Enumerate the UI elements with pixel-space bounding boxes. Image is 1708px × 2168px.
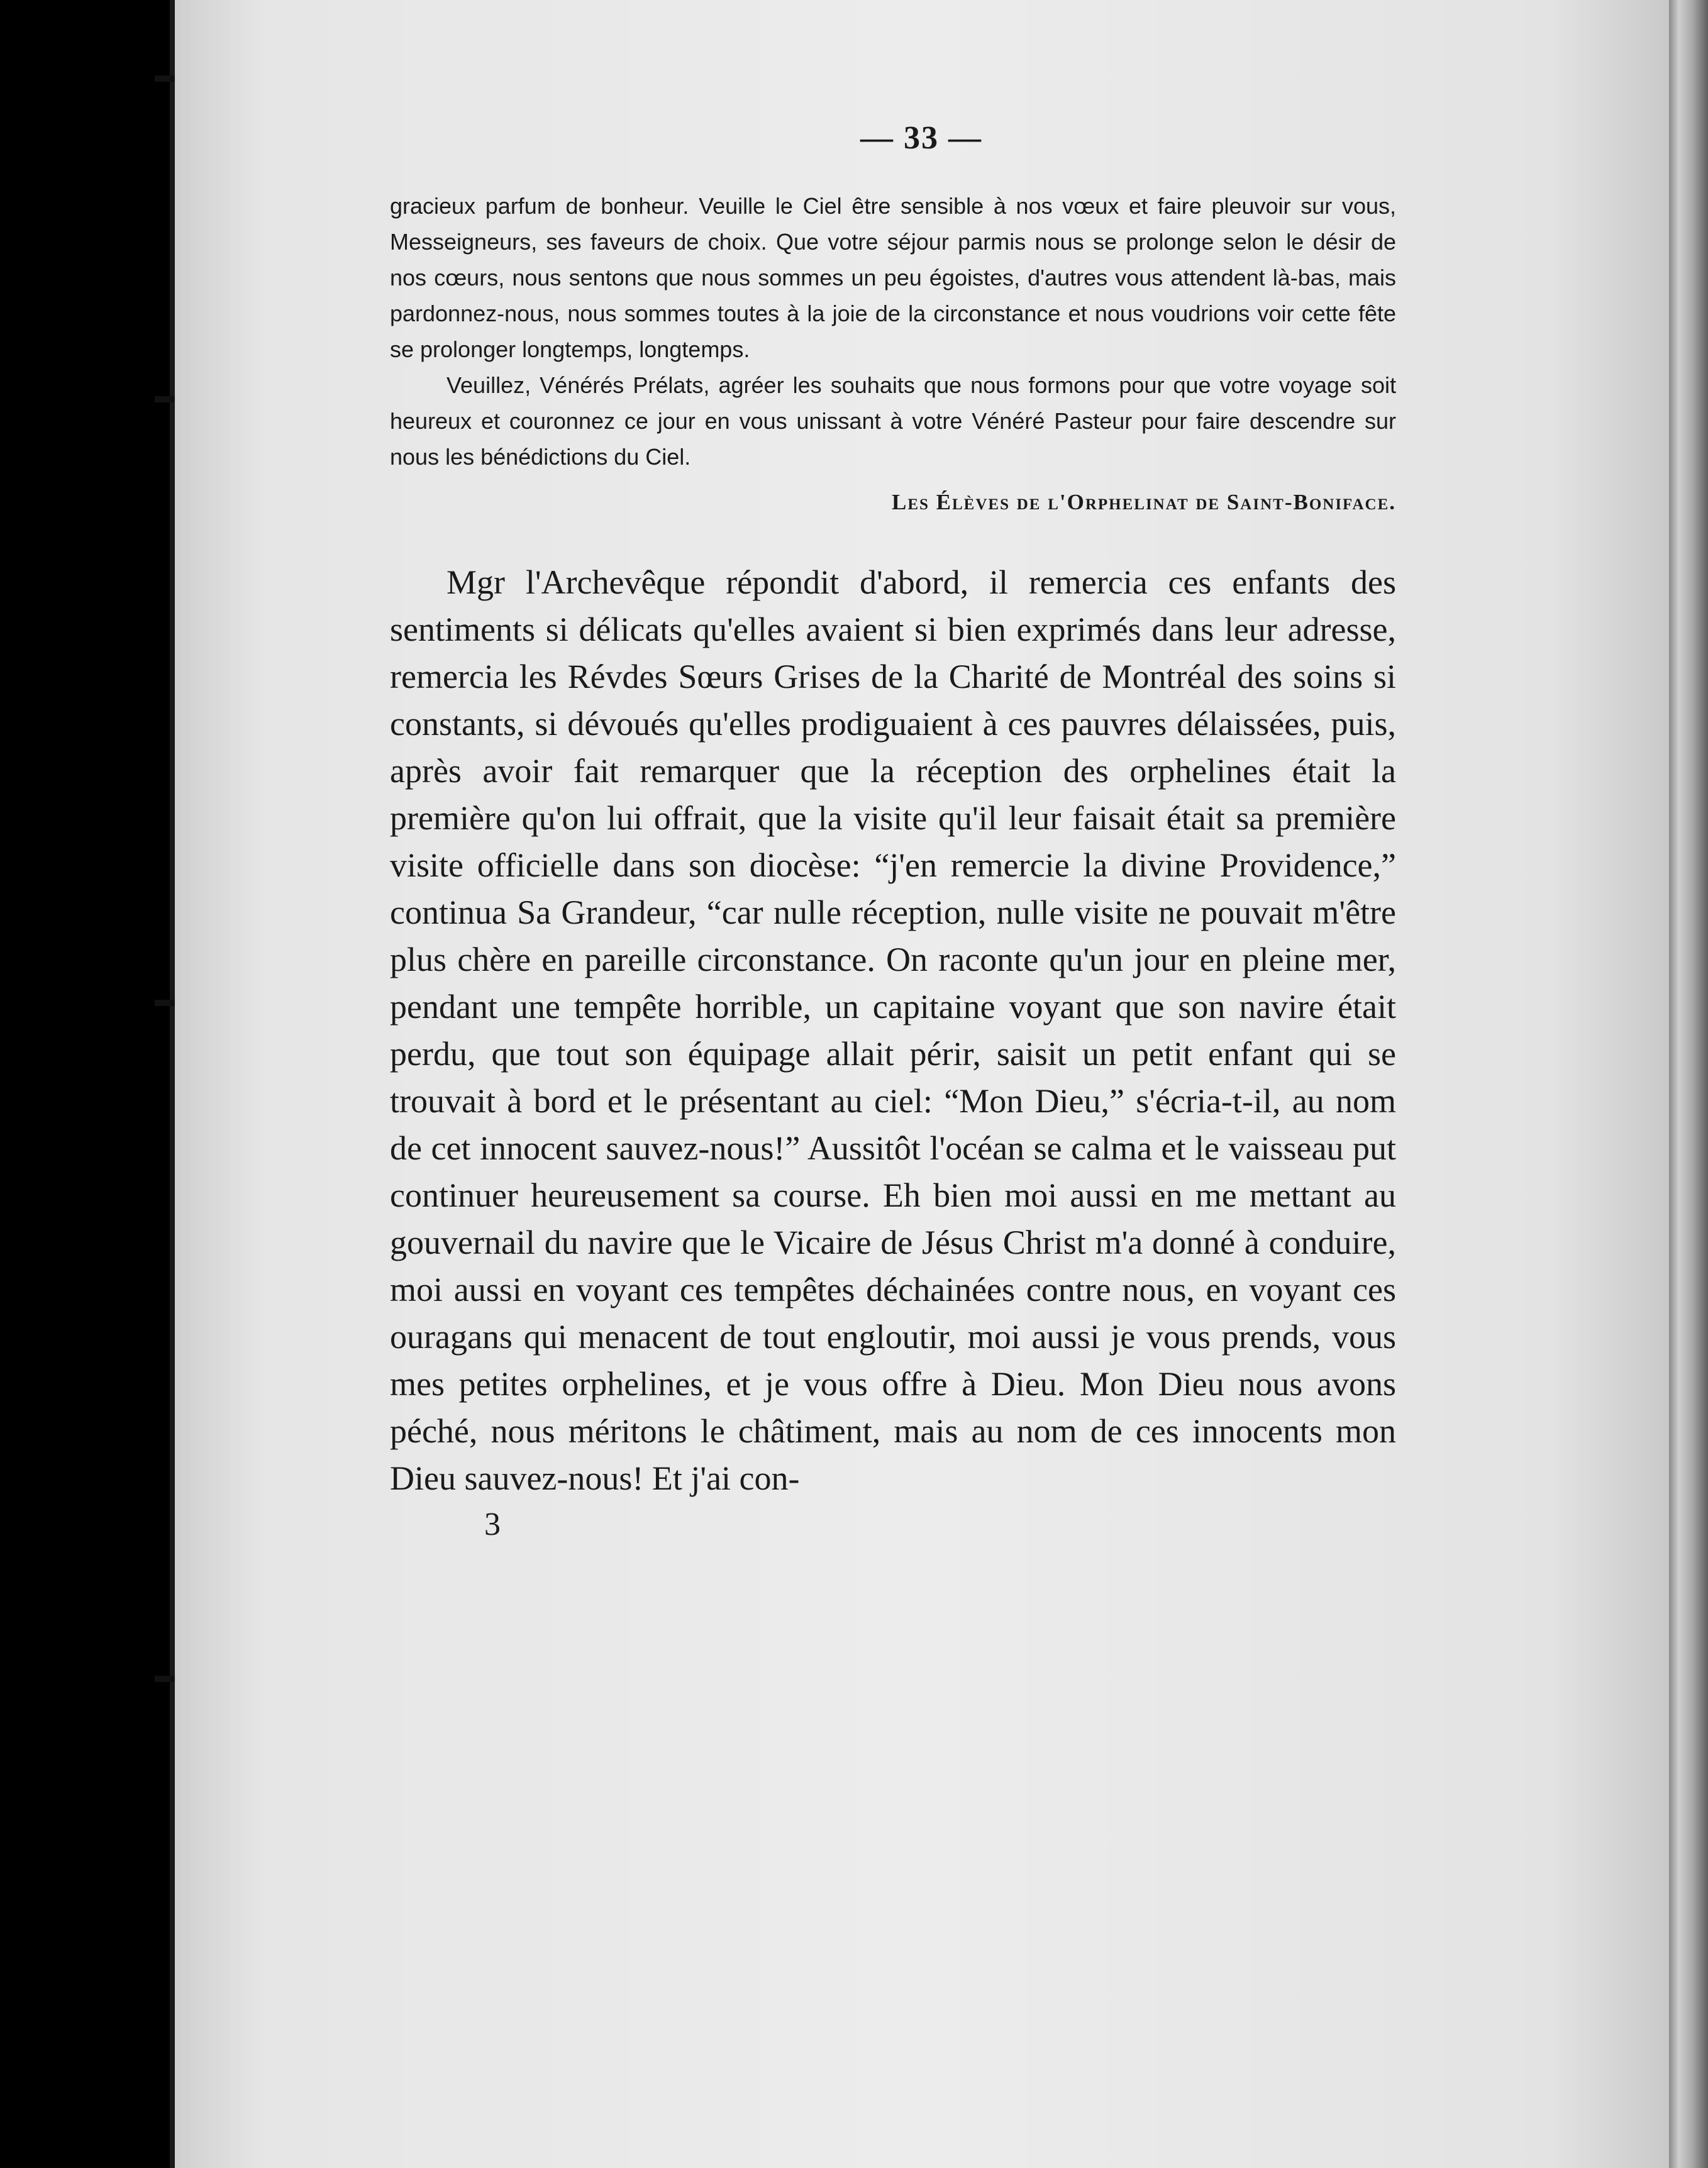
address-paragraph: Veuillez, Vénérés Prélats, agréer les souhaits que nous formons pour que votre voyage soit heureux et couronnez ce jour en vous unissant à votre Vénéré Pasteur pour faire descendre sur nous les bénédictions du Ciel. (390, 372, 1396, 470)
body-text (390, 559, 1396, 1502)
page-edge (1669, 0, 1708, 2168)
address-block (390, 188, 1396, 475)
binding-line (170, 0, 175, 2168)
address-signature: Les Élèves de l'Orphelinat de Saint-Boniface. (891, 490, 1396, 514)
body-paragraph: Mgr l'Archevêque répondit d'abord, il remercia ces enfants des sentiments si délicats qu'elles avaient si bien exprimés dans leur adresse, remercia les Révdes Sœurs Grises de la Charité de Montréal des soins si constants, si dévoués qu'elles prodiguaient à ces pauvres délaissées, puis, après avoir fait remarquer que la réception des orphelines était la première qu'on lui offrait, que la visite qu'il leur faisait était sa première visite officielle dans son diocèse: “j'en remercie la divine Providence,” continua Sa Grandeur, “car nulle réception, nulle visite ne pouvait m'être plus chère en pareille circonstance. On raconte qu'un jour en pleine mer, pendant une tempête horrible, un capitaine voyant que son navire était perdu, que tout son équipage allait périr, saisit un petit enfant qui se trouvait à bord et le présentant au ciel: “Mon Dieu,” s'écria-t-il, au nom de cet innocent sauvez-nous!” Aussitôt l'océan se calma et le vaisseau put continuer heureusement sa course. Eh bien moi aussi en me mettant au gouvernail du navire que le Vicaire de Jésus Christ m'a donné à conduire, moi aussi en voyant ces tempêtes déchainées contre nous, en voyant ces ouragans qui menacent de tout engloutir, moi aussi je vous prends, vous mes petites orphelines, et je vous offre à Dieu. Mon Dieu nous avons péché, nous méritons le châtiment, mais au nom de ces innocents mon Dieu sauvez-nous! Et j'ai con- (390, 563, 1396, 1497)
page-number: — 33 — (860, 120, 982, 156)
signature-mark: 3 (484, 1507, 501, 1542)
page-content (390, 119, 1396, 1543)
address-paragraph: gracieux parfum de bonheur. Veuille le Ciel être sensible à nos vœux et faire pleuvoir sur vous, Messeigneurs, ses faveurs de choix. Que votre séjour parmis nous se prolonge selon le désir de nos cœurs, nous sentons que nous sommes un peu égoistes, d'autres vous attendent là-bas, mais pardonnez-nous, nous sommes toutes à la joie de la circonstance et nous voudrions voir cette fête se prolonger longtemps, longtemps. (390, 193, 1396, 362)
